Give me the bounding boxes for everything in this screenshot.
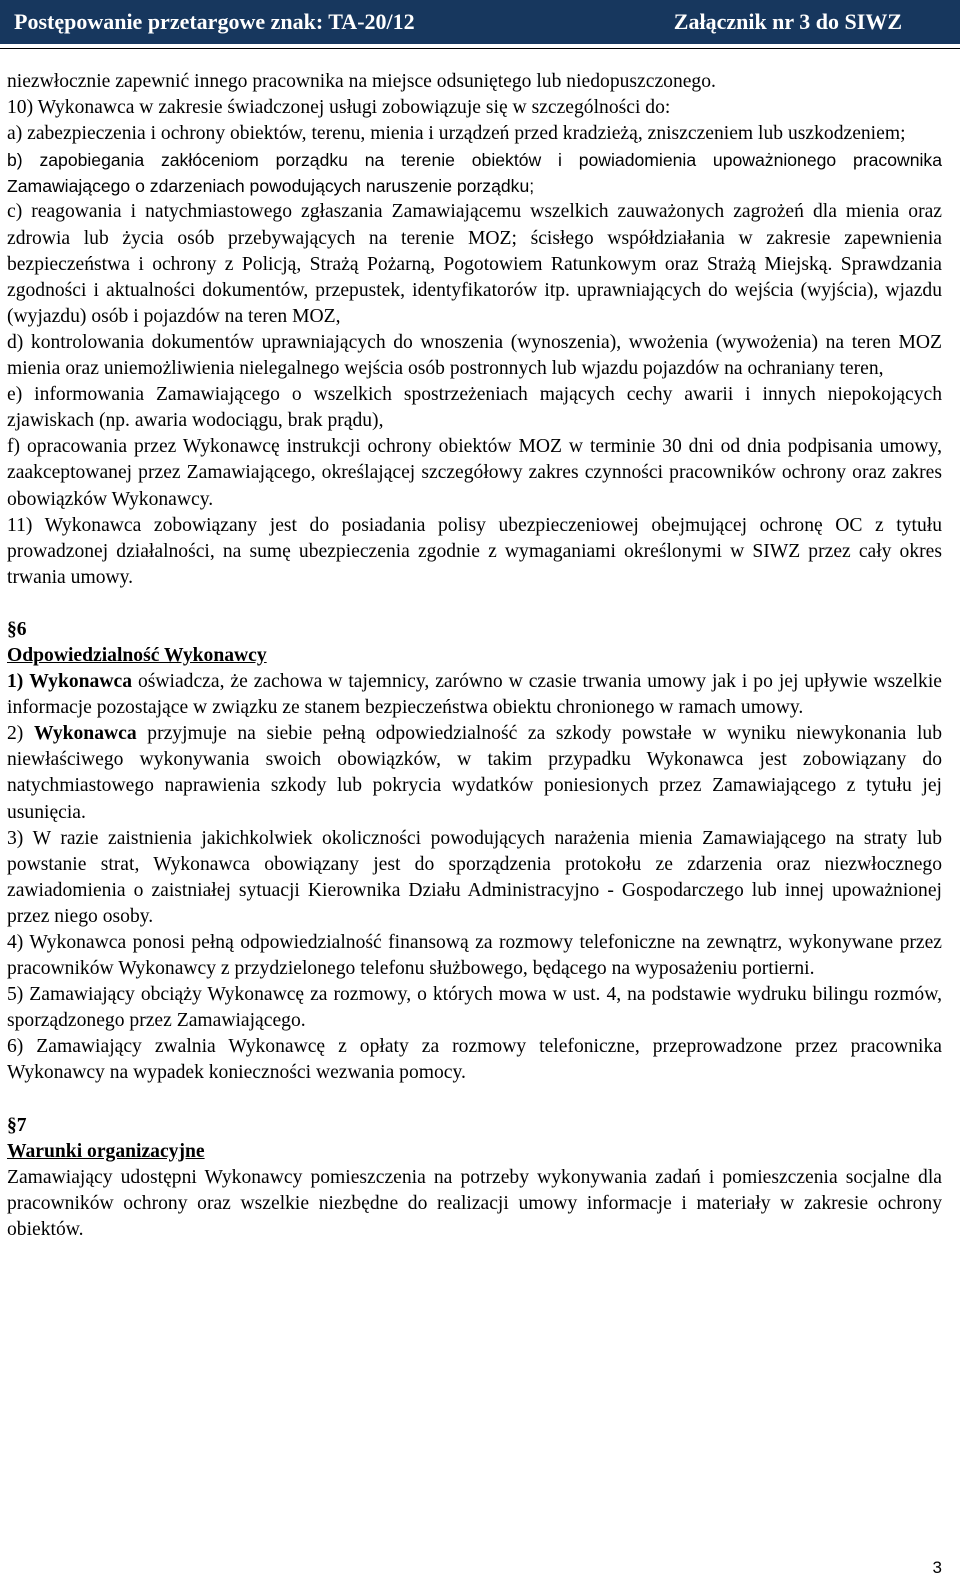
paragraph-10b: b) zapobiegania zakłóceniom porządku na terenie obiektów i powiadomienia upoważnionego pracownika Zamawiającego o zdarzeniach powodujących naruszenie porządku; bbox=[7, 150, 942, 197]
section-6-paragraph-5: 5) Zamawiający obciąży Wykonawcę za rozmowy, o których mowa w ust. 4, na podstawie wydruku bilingu rozmów, sporządzonego przez Zamawiającego. bbox=[7, 984, 942, 1032]
section-7-paragraph-1: Zamawiający udostępni Wykonawcy pomieszczenia na potrzeby wykonywania zadań i pomieszczenia socjalne dla pracowników ochrony oraz wszelkie niezbędne do realizacji umowy informacje i materiały w zakresie ochrony obiektów. bbox=[7, 1166, 942, 1240]
bold-term: Wykonawca bbox=[33, 723, 137, 745]
paragraph-number: 1) bbox=[7, 671, 24, 693]
section-7-number: §7 bbox=[7, 1114, 27, 1136]
paragraph-continuation: niezwłocznie zapewnić innego pracownika na miejsce odsuniętego lub niedopuszczonego. bbox=[7, 71, 716, 92]
paragraph-11: 11) Wykonawca zobowiązany jest do posiadania polisy ubezpieczeniowej obejmującej ochronę OC z tytułu prowadzonej działalności, na sumę ubezpieczenia zgodnie z wymaganiami określonymi w SIWZ przez cały okres trwania umowy. bbox=[7, 514, 942, 588]
bold-term: Wykonawca bbox=[29, 671, 132, 693]
header-divider bbox=[0, 48, 960, 49]
section-6-title: Odpowiedzialność Wykonawcy bbox=[7, 644, 267, 666]
paragraph-10f: f) opracowania przez Wykonawcę instrukcji ochrony obiektów MOZ w terminie 30 dni od dnia podpisania umowy, zaakceptowanej przez Zamawiającego, określającej szczegółowy zakres czynności pracowników ochrony oraz zakres obowiązków Wykonawcy. bbox=[7, 436, 942, 510]
section-6-number: §6 bbox=[7, 618, 27, 640]
header-right-text: Załącznik nr 3 do SIWZ bbox=[673, 9, 902, 34]
paragraph-10d: d) kontrolowania dokumentów uprawniających do wnoszenia (wynoszenia), wwożenia (wywożenia) na teren MOZ mienia oraz uniemożliwienia nielegalnego wejścia osób postronnych lub wjazdu pojazdów na ochraniany teren, bbox=[7, 331, 942, 380]
section-7-title: Warunki organizacyjne bbox=[7, 1140, 205, 1162]
page-number: 3 bbox=[932, 1558, 942, 1577]
section-6-paragraph-3: 3) W razie zaistnienia jakichkolwiek okoliczności powodujących narażenia mienia Zamawiającego na straty lub powstanie strat, Wykonawca obowiązany jest do sporządzenia protokołu ze zdarzenia oraz niezwłocznego zawiadomienia o zaistniałej sytuacji Kierownika Działu Administracyjno - Gospodarczego lub innej upoważnionej przez niego osoby. bbox=[7, 827, 942, 927]
page-header bbox=[0, 0, 960, 44]
section-6-paragraph-1 bbox=[7, 669, 942, 721]
paragraph-number: 2) bbox=[7, 723, 24, 745]
paragraph-10: 10) Wykonawca w zakresie świadczonej usługi zobowiązuje się w szczególności do: bbox=[7, 97, 671, 119]
document-body bbox=[7, 69, 942, 1243]
spacer bbox=[7, 1087, 942, 1113]
paragraph-text: oświadcza, że zachowa w tajemnicy, zarówno w czasie trwania umowy jak i po jej upływie wszelkie informacje pozostające w związku ze stanem bezpieczeństwa obiektu chronionego w ramach umowy. bbox=[7, 671, 942, 719]
section-6-paragraph-4: 4) Wykonawca ponosi pełną odpowiedzialność finansową za rozmowy telefoniczne na zewnątrz, wykonywane przez pracowników Wykonawcy z przydzielonego telefonu służbowego, będącego na wyposażeniu portierni. bbox=[7, 932, 942, 980]
paragraph-10c: c) reagowania i natychmiastowego zgłaszania Zamawiającemu wszelkich zauważonych zagrożeń dla mienia oraz zdrowia lub życia osób przebywających na terenie MOZ; ścisłego współdziałania w zakresie zapewnienia bezpieczeństwa i ochrony z Policją, Strażą Pożarną, Pogotowiem Ratunkowym oraz Strażą Miejską. Sprawdzania zgodności i aktualności dokumentów, przepustek, identyfikatorów itp. uprawniających do wejścia (wyjścia), wjazdu (wyjazdu) osób i pojazdów na teren MOZ, bbox=[7, 201, 942, 327]
section-6-paragraph-6: 6) Zamawiający zwalnia Wykonawcę z opłaty za rozmowy telefoniczne, przeprowadzone przez pracownika Wykonawcy na wypadek konieczności wezwania pomocy. bbox=[7, 1036, 942, 1084]
section-6-paragraph-2 bbox=[7, 721, 942, 825]
paragraph-10a: a) zabezpieczenia i ochrony obiektów, terenu, mienia i urządzeń przed kradzieżą, zniszczeniem lub uszkodzeniem; bbox=[7, 123, 906, 145]
spacer bbox=[7, 591, 942, 617]
paragraph-10e: e) informowania Zamawiającego o wszelkich spostrzeżeniach mających cechy awarii i innych niepokojących zjawiskach (np. awaria wodociągu, brak prądu), bbox=[7, 384, 942, 432]
paragraph-text: przyjmuje na siebie pełną odpowiedzialność za szkody powstałe w wyniku niewykonania lub niewłaściwego wykonywania swoich obowiązków, w takim przypadku Wykonawca jest zobowiązany do natychmiastowego naprawienia szkody lub pokrycia wydatków poniesionych przez Zamawiającego z tytułu jej usunięcia. bbox=[7, 723, 942, 823]
header-left-text: Postępowanie przetargowe znak: TA-20/12 bbox=[14, 9, 415, 34]
